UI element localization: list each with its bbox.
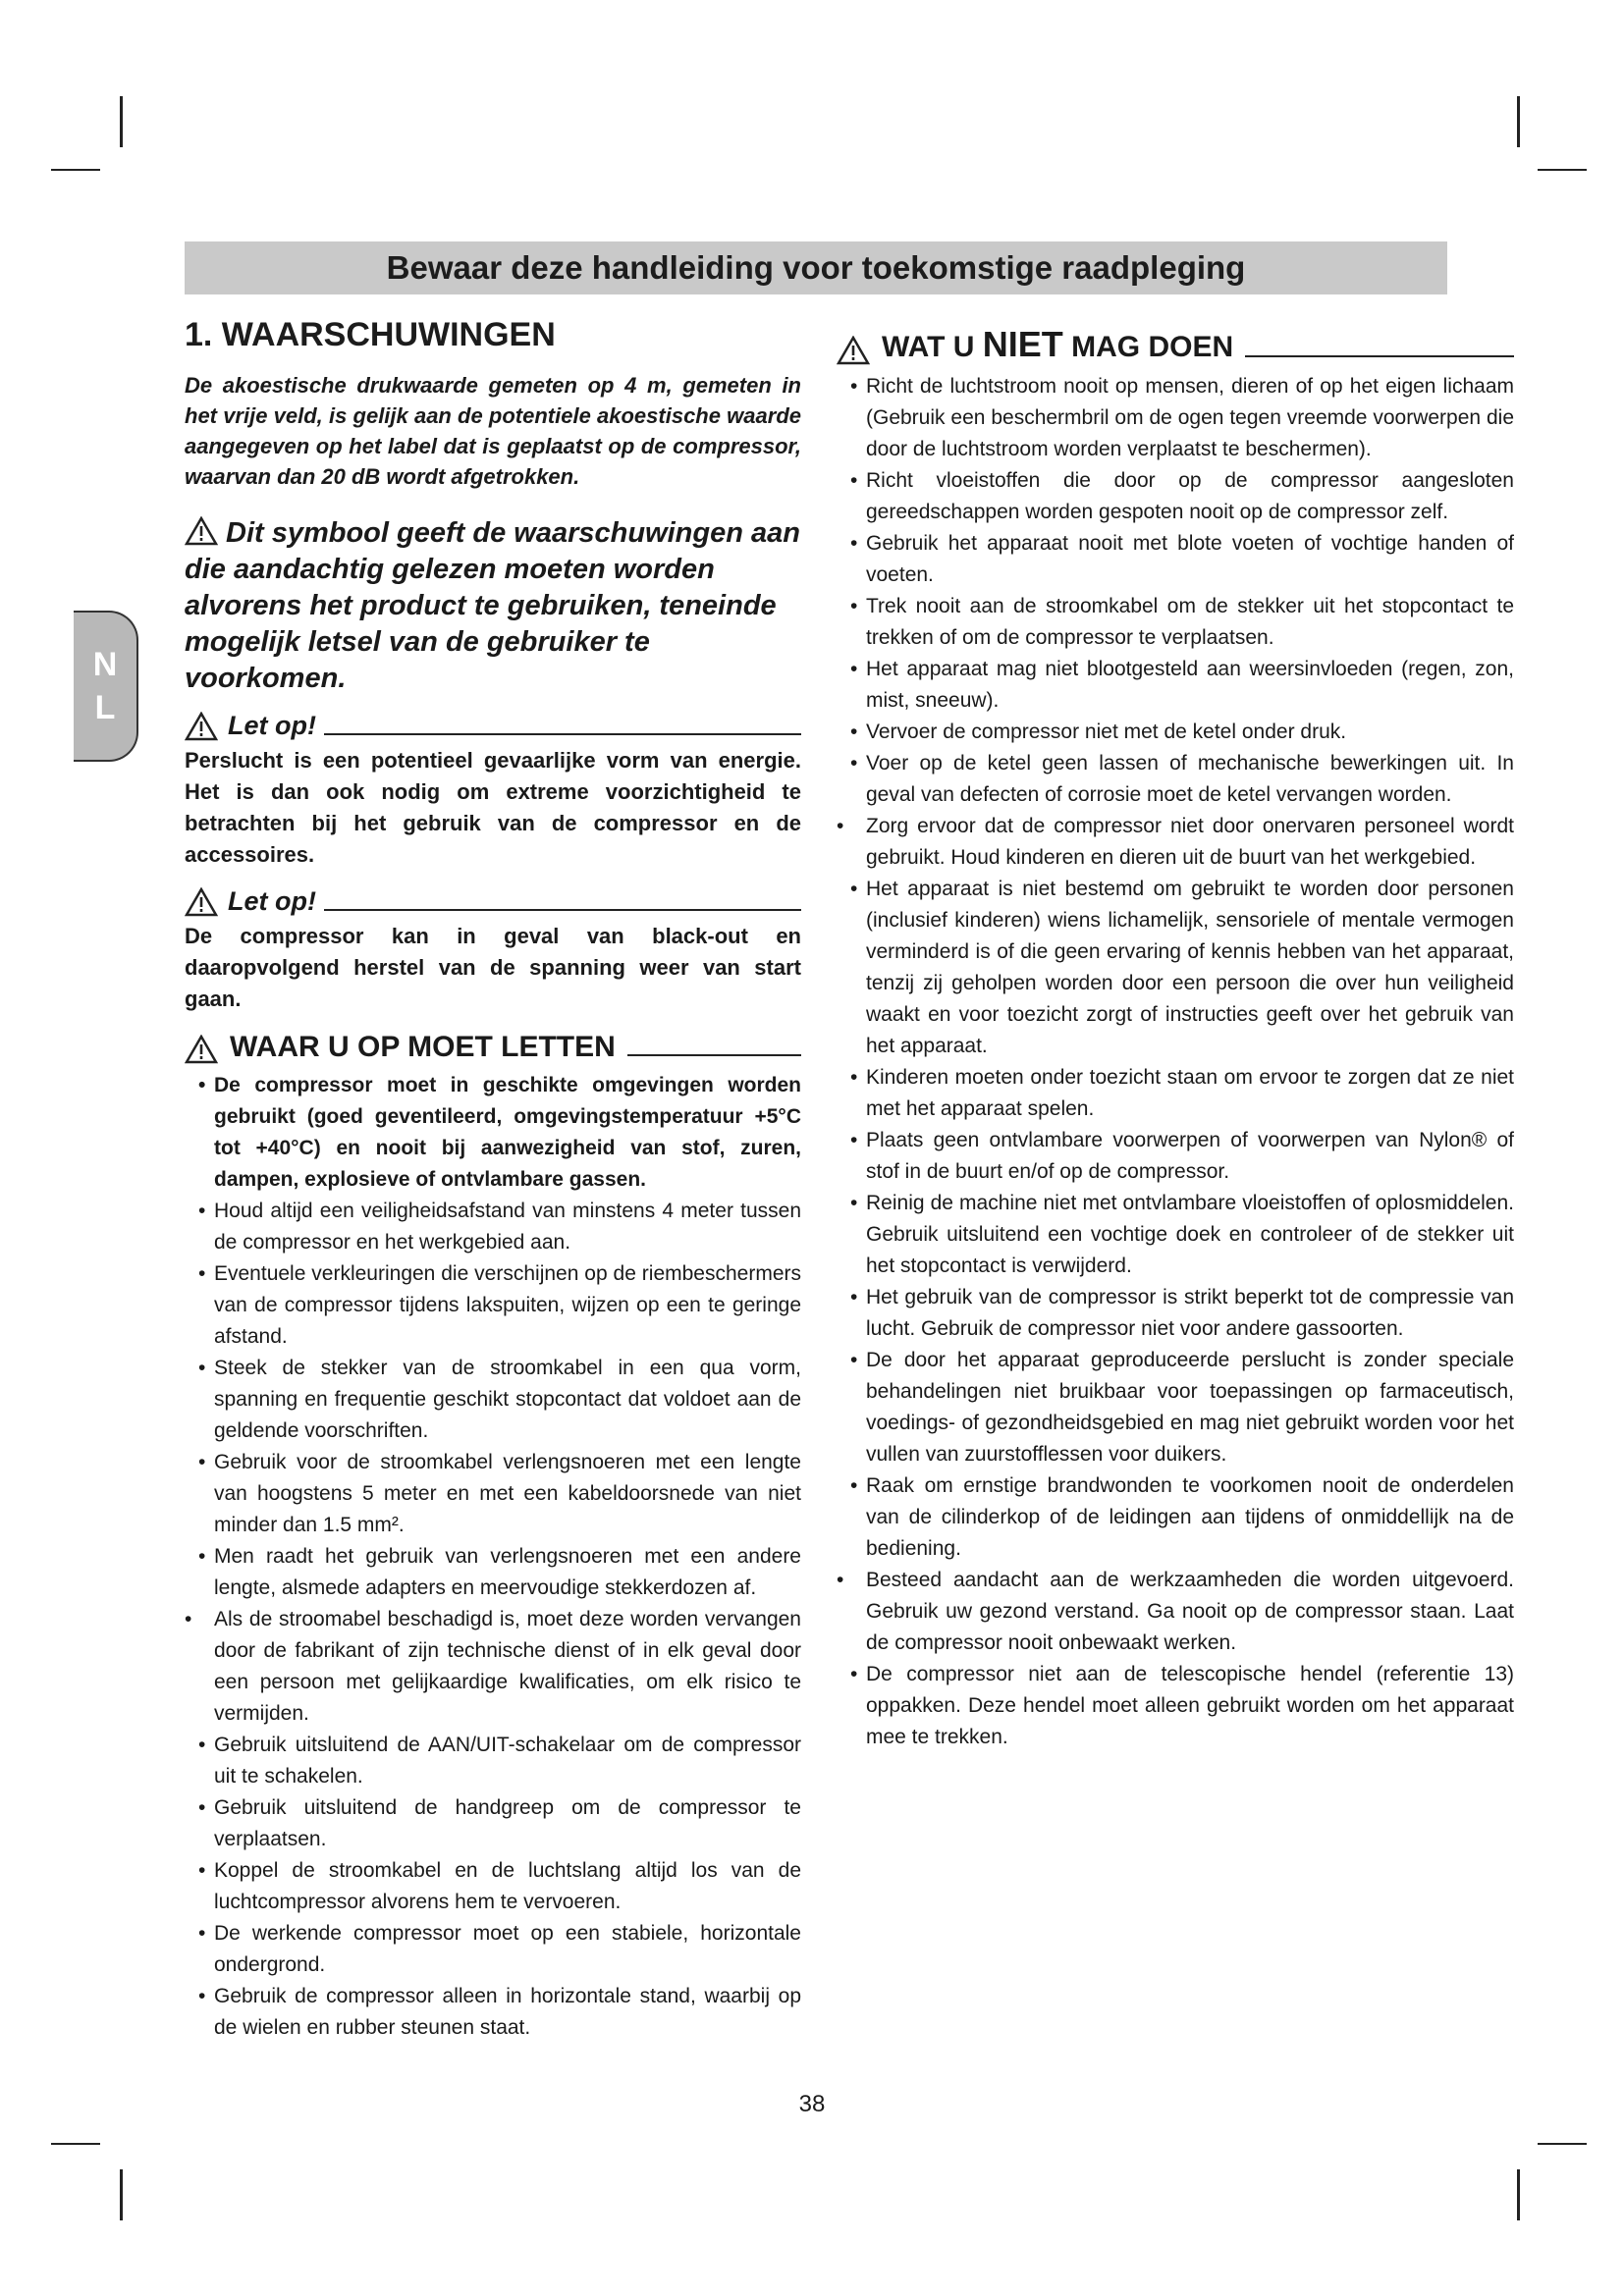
list-item: • Men raadt het gebruik van verlengsnoeren met een andere lengte, alsmede adapters en meervoudige stekkerdozen af. [185,1541,801,1604]
heading-rule [1245,355,1514,357]
list-item: • De compressor moet in geschikte omgevingen worden gebruikt (goed geventileerd, omgevingstemperatuur +5°C tot +40°C) en nooit bij aanwezigheid van stof, zuren, dampen, explosieve of ontvlambare gassen. [185,1070,801,1196]
intro-paragraph: De akoestische drukwaarde gemeten op 4 m, gemeten in het vrije veld, is gelijk aan de potentiele akoestische waarde aangegeven op het label dat is geplaatst op de compressor, waarvan dan 20 dB wordt afgetrokken. [185,373,801,489]
niet-list [837,371,1514,1753]
language-tab [74,611,138,762]
list-item: • Besteed aandacht aan de werkzaamheden die worden uitgevoerd. Gebruik uw gezond verstand. Ga nooit op de compressor staan. Laat de compressor nooit onbewaakt werken. [837,1565,1514,1659]
letop-text-1: Perslucht is een potentieel gevaarlijke vorm van energie. Het is dan ook nodig om extreme voorzichtigheid te betrachten bij het gebruik van de compressor en de accessoires. [185,748,801,867]
crop-mark [120,96,123,147]
list-item: • Houd altijd een veiligheidsafstand van minstens 4 meter tussen de compressor en het werkgebied aan. [185,1196,801,1258]
list-item: • Steek de stekker van de stroomkabel in een qua vorm, spanning en frequentie geschikt stopcontact dat voldoet aan de geldende voorschriften. [185,1353,801,1447]
list-item: • De door het apparaat geproduceerde perslucht is zonder speciale behandelingen niet bruikbaar voor toepassingen op farmaceutisch, voedings- of gezondheidsgebied en mag niet gebruikt worden voor het vullen van zuurstofflessen voor duikers. [837,1345,1514,1470]
list-item: • Richt de luchtstroom nooit op mensen, dieren of op het eigen lichaam (Gebruik een beschermbril om de ogen tegen vreemde voorwerpen die door de luchtstroom worden verplaatst te beschermen). [837,371,1514,465]
header-title: Bewaar deze handleiding voor toekomstige raadpleging [386,249,1246,286]
list-item: • Raak om ernstige brandwonden te voorkomen nooit de onderdelen van de cilinderkop of de leidingen aan tijdens of onmiddellijk na de bediening. [837,1470,1514,1565]
left-column [185,316,801,2044]
letop-heading-1 [185,711,801,741]
letop-text-2: De compressor kan in geval van black-out en daaropvolgend herstel van de spanning weer van start gaan. [185,924,801,1011]
niet-title-post: MAG DOEN [1062,331,1234,363]
list-item: • Gebruik voor de stroomkabel verlengsnoeren met een lengte van hoogstens 5 meter en met een kabeldoorsnede van niet minder dan 1.5 mm². [185,1447,801,1541]
list-item: • Het gebruik van de compressor is strikt beperkt tot de compressie van lucht. Gebruik de compressor niet voor andere gassoorten. [837,1282,1514,1345]
list-item: • Richt vloeistoffen die door op de compressor aangesloten gereedschappen worden gespoten nooit op de compressor zelf. [837,465,1514,528]
warning-triangle-icon [185,1035,218,1064]
letop-heading-2 [185,886,801,917]
crop-mark [1517,2169,1520,2220]
list-item: • Als de stroomabel beschadigd is, moet deze worden vervangen door de fabrikant of zijn technische dienst of in elk geval door een persoon met gelijkaardige kwalificaties, om elk risico te vermijden. [185,1604,801,1730]
waar-heading [185,1031,801,1064]
crop-mark [1538,169,1587,171]
list-item: • Trek nooit aan de stroomkabel om de stekker uit het stopcontact te trekken of om de compressor te verplaatsen. [837,591,1514,654]
waar-title: WAAR U OP MOET LETTEN [230,1031,616,1063]
niet-title [882,324,1233,365]
language-tab-letter: N [92,646,118,683]
heading-rule [627,1054,801,1056]
list-item: • Gebruik de compressor alleen in horizontale stand, waarbij op de wielen en rubber steunen staat. [185,1981,801,2044]
warning-triangle-icon [185,516,218,546]
crop-mark [1517,96,1520,147]
list-item: • Reinig de machine niet met ontvlambare vloeistoffen of oplosmiddelen. Gebruik uitsluitend een vochtige doek en controleer of de stekker uit het stopcontact is verwijderd. [837,1188,1514,1282]
crop-mark [120,2169,123,2220]
heading-rule [324,909,801,911]
list-item: • Gebruik uitsluitend de handgreep om de compressor te verplaatsen. [185,1792,801,1855]
header-band [185,241,1447,294]
symbol-note [185,515,801,697]
warning-triangle-icon [837,336,870,365]
list-item: • Het apparaat mag niet blootgesteld aan weersinvloeden (regen, zon, mist, sneeuw). [837,654,1514,717]
list-item: • De compressor niet aan de telescopische hendel (referentie 13) oppakken. Deze hendel moet alleen gebruikt worden om het apparaat mee te trekken. [837,1659,1514,1753]
list-item: • Gebruik uitsluitend de AAN/UIT-schakelaar om de compressor uit te schakelen. [185,1730,801,1792]
letop-label: Let op! [228,886,316,916]
waar-list [185,1070,801,2044]
list-item: • Het apparaat is niet bestemd om gebruikt te worden door personen (inclusief kinderen) wiens lichamelijk, sensoriele of mentale vermogen verminderd is of die geen ervaring of kennis hebben van het apparaat, tenzij zij geholpen worden door een persoon die over hun veiligheid waakt en voor toezicht zorgt of instructies geeft over het gebruik van het apparaat. [837,874,1514,1062]
warning-triangle-icon [185,712,218,741]
niet-title-emphasis: NIET [982,324,1063,364]
symbol-note-text: Dit symbool geeft de waarschuwingen aan die aandachtig gelezen moeten worden alvorens het product te gebruiken, teneinde mogelijk letsel van de gebruiker te voorkomen. [185,517,800,694]
list-item: • Voer op de ketel geen lassen of mechanische bewerkingen uit. In geval van defecten of corrosie moet de ketel vervangen worden. [837,748,1514,811]
page-number: 38 [798,2091,826,2117]
list-item: • Plaats geen ontvlambare voorwerpen of voorwerpen van Nylon® of stof in de buurt en/of op de compressor. [837,1125,1514,1188]
warning-triangle-icon [185,887,218,917]
crop-mark [51,169,100,171]
letop-label: Let op! [228,711,316,740]
list-item: • De werkende compressor moet op een stabiele, horizontale ondergrond. [185,1918,801,1981]
list-item: • Kinderen moeten onder toezicht staan om ervoor te zorgen dat ze niet met het apparaat spelen. [837,1062,1514,1125]
crop-mark [1538,2143,1587,2145]
list-item: • Vervoer de compressor niet met de ketel onder druk. [837,717,1514,748]
list-item: • Zorg ervoor dat de compressor niet door onervaren personeel wordt gebruikt. Houd kinderen en dieren uit de buurt van het werkgebied. [837,811,1514,874]
list-item: • Gebruik het apparaat nooit met blote voeten of vochtige handen of voeten. [837,528,1514,591]
niet-title-pre: WAT U [882,331,983,363]
heading-rule [324,733,801,735]
crop-mark [51,2143,100,2145]
list-item: • Eventuele verkleuringen die verschijnen op de riembeschermers van de compressor tijdens lakspuiten, wijzen op een te geringe afstand. [185,1258,801,1353]
language-tab-letter: L [94,689,116,726]
niet-heading [837,324,1514,365]
list-item: • Koppel de stroomkabel en de luchtslang altijd los van de luchtcompressor alvorens hem te vervoeren. [185,1855,801,1918]
section-title: 1. WAARSCHUWINGEN [185,316,556,353]
right-column [837,324,1514,1753]
